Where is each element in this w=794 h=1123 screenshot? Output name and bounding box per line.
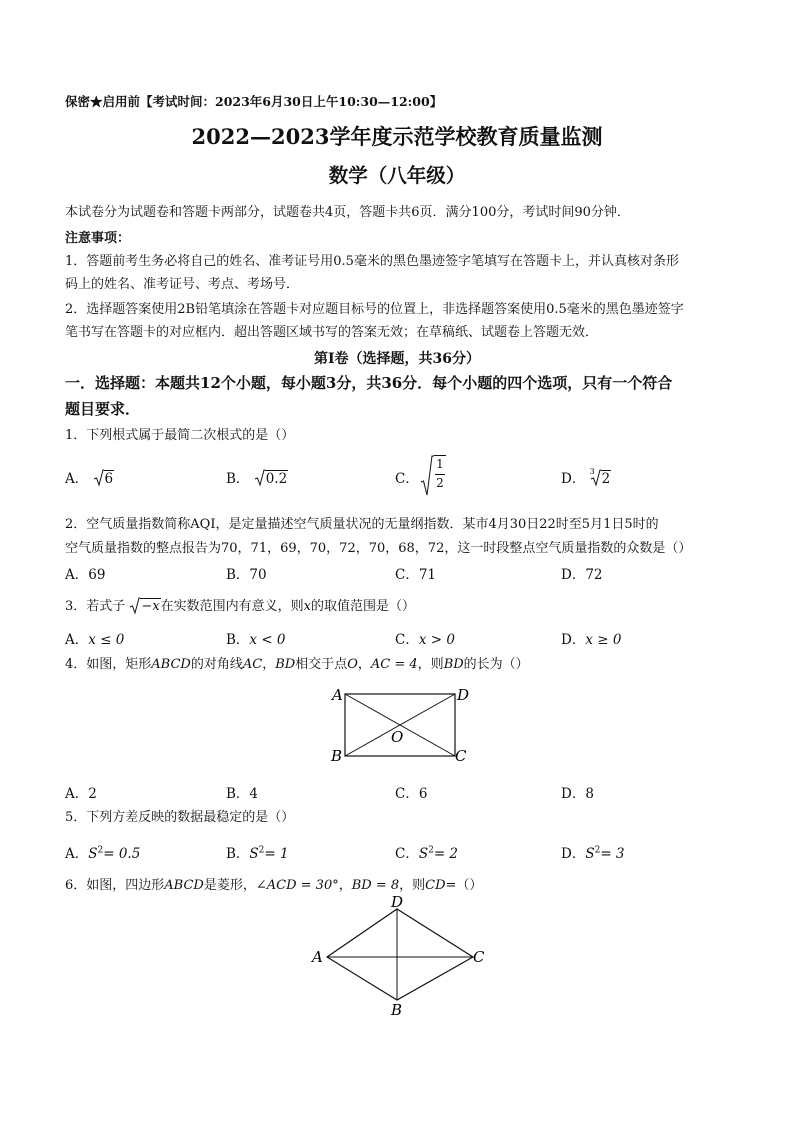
q3-stem: 3．若式子 −x在实数范围内有意义，则x的取值范围是（） <box>65 599 416 614</box>
label-a: A <box>312 948 323 966</box>
notice-2-line-2: 笔书写在答题卡的对应框内．超出答题区域书写的答案无效；在草稿纸、试题卷上答题无效． <box>65 325 599 340</box>
q2-option-a: A．69 <box>65 567 106 583</box>
label-a: A <box>332 686 343 704</box>
q2-option-d: D．72 <box>561 567 603 583</box>
q1-option-c: C． <box>395 471 419 487</box>
label-d: D <box>457 686 470 704</box>
q4-option-d: D．8 <box>561 786 594 802</box>
q4-option-b: B．4 <box>226 786 259 802</box>
q2-option-c: C．71 <box>395 567 437 583</box>
notice-1-line-2: 码上的姓名、准考证号、考点、考场号． <box>65 277 300 292</box>
q4-option-a: A．2 <box>65 786 97 802</box>
q3-option-c: C．x > 0 <box>395 632 455 648</box>
q4-rectangle-figure <box>325 680 475 772</box>
rhombus-abcd <box>327 909 473 1000</box>
label-o: O <box>391 728 404 746</box>
q5-option-a: A．$S^2= 0.5$ <box>65 845 141 862</box>
q3-option-a: A．x ≤ 0 <box>65 632 125 648</box>
q5-option-b: B．$S^2= 1$ <box>226 845 289 862</box>
q5-stem: 5．下列方差反映的数据最稳定的是（） <box>65 810 295 825</box>
q2-line-1: 2．空气质量指数简称AQI，是定量描述空气质量状况的无量纲指数．某市4月30日22时至5月1日5时的 <box>65 517 659 532</box>
notice-2-line-1: 2．选择题答案使用2B铅笔填涂在答题卡对应题目标号的位置上，非选择题答案使用0.5毫米的黑色墨迹签字 <box>65 302 684 317</box>
q1-b-radical: 0.2 <box>254 471 288 487</box>
q4-option-c: C．6 <box>395 786 428 802</box>
radical-sign-icon <box>254 469 265 487</box>
label-c: C <box>473 948 485 966</box>
q5-option-d: D．$S^2= 3$ <box>561 845 625 862</box>
q4-stem: 4．如图，矩形ABCD的对角线AC，BD相交于点O，AC = 4，则BD的长为（） <box>65 657 529 672</box>
section-1-line-1: 一．选择题：本题共12个小题，每小题3分，共36分．每个小题的四个选项，只有一个符合 <box>65 374 673 392</box>
q1-option-d: D． 3 2 <box>561 467 611 487</box>
q6-stem: 6．如图，四边形ABCD是菱形，∠ACD = 30°，BD = 8，则CD=（） <box>65 878 483 893</box>
intro-text: 本试卷分为试题卷和答题卡两部分，试题卷共4页，答题卡共6页．满分100分，考试时间90分钟． <box>65 205 630 220</box>
section-1-line-2: 题目要求． <box>65 400 141 418</box>
exam-subtitle: 数学（八年级） <box>328 164 466 187</box>
q3-radical: −x <box>129 599 160 614</box>
q1-stem: 1．下列根式属于最简二次根式的是（） <box>65 428 295 443</box>
label-d: D <box>391 893 404 911</box>
notice-title: 注意事项： <box>65 231 131 246</box>
q3-option-b: B．x < 0 <box>226 632 286 648</box>
radical-sign-icon <box>590 469 601 487</box>
q1-d-cube-root: 3 2 <box>589 467 611 487</box>
label-b: B <box>331 747 343 765</box>
radical-sign-icon <box>420 455 434 497</box>
q1-option-b: B． 0.2 <box>226 471 288 487</box>
q5-option-c: C．$S^2= 2$ <box>395 845 459 862</box>
exam-header: 保密★启用前【考试时间：2023年6月30日上午10:30—12:00】 <box>65 94 443 109</box>
label-c: C <box>455 747 467 765</box>
notice-1-line-1: 1．答题前考生务必将自己的姓名、准考证号用0.5毫米的黑色墨迹签字笔填写在答题卡上，并认真核对条形 <box>65 254 679 269</box>
exam-title: 2022—2023学年度示范学校教育质量监测 <box>191 124 603 149</box>
part-1-heading: 第Ⅰ卷（选择题，共36分） <box>313 351 481 367</box>
q2-line-2: 空气质量指数的整点报告为70，71，69，70，72，70，68，72，这一时段整点空气质量指数的众数是（） <box>65 541 692 556</box>
q6-rhombus-figure <box>305 893 495 1021</box>
q1-a-radical: 6 <box>93 471 115 487</box>
radical-sign-icon <box>93 469 104 487</box>
q1-option-a: A． 6 <box>65 471 114 487</box>
q3-option-d: D．x ≥ 0 <box>561 632 622 648</box>
q2-option-b: B．70 <box>226 567 267 583</box>
radical-sign-icon <box>129 597 140 615</box>
label-b: B <box>391 1001 403 1019</box>
q1-c-radical-fraction: 1 2 <box>420 455 444 499</box>
